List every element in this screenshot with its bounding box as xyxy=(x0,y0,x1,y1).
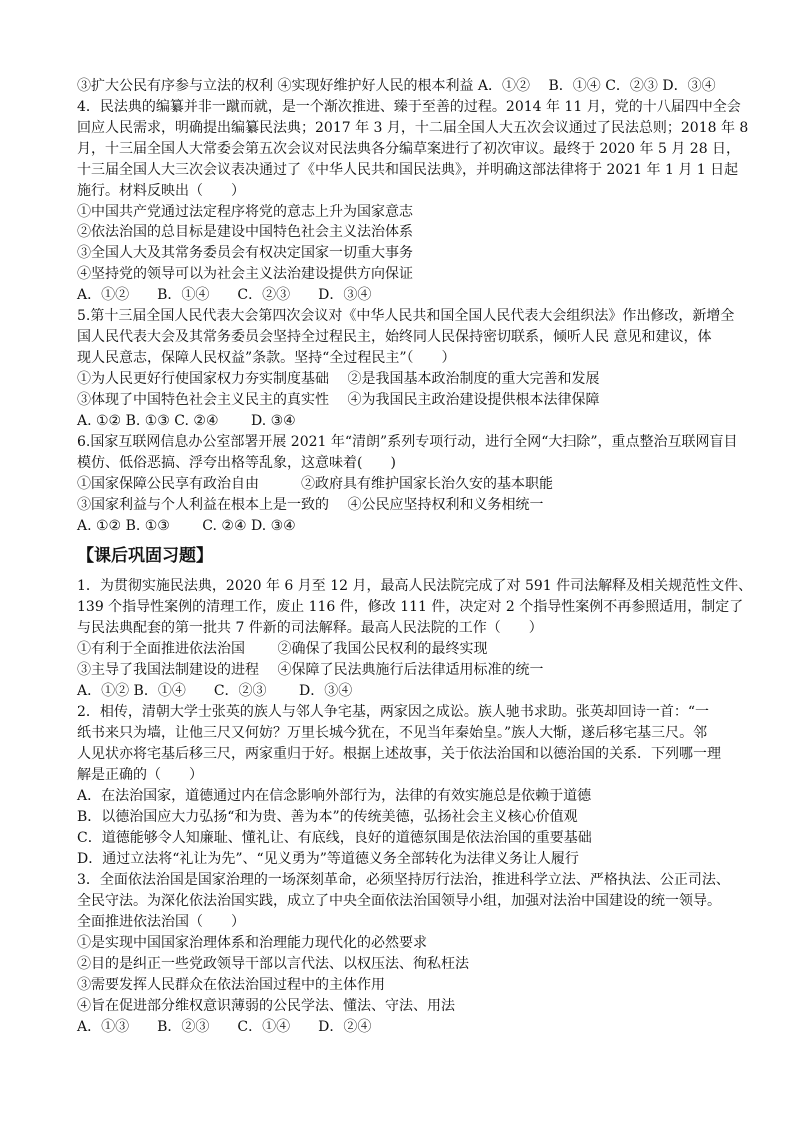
question-4-option-1: ①中国共产党通过法定程序将党的意志上升为国家意志 xyxy=(77,204,413,220)
hw-question-3-option-4: ④旨在促进部分维权意识薄弱的公民学法、懂法、守法、用法 xyxy=(77,998,455,1014)
question-5-stem-line-3: 现人民意志，保障人民权益”条款。坚持“全过程民主”（ ） xyxy=(77,350,456,366)
hw-question-2-option-b: B．以德治国应大力弘扬“和为贵、善为本”的传统美德，弘扬社会主义核心价值观 xyxy=(77,809,578,825)
question-4-stem-line-4: 十三届全国人大三次会议表决通过了《中华人民共和国民法典》，并明确这部法律将于 2021 年 1 月 1 日起 xyxy=(77,162,739,178)
question-5-stem-line-1: 5.第十三届全国人民代表大会第四次会议对《中华人民共和国全国人民代表大会组织法》作出修改，新增全 xyxy=(77,308,735,324)
question-5-options-1-2: ①为人民更好行使国家权力夯实制度基础 ②是我国基本政治制度的重大完善和发展 xyxy=(77,371,600,387)
question-5-options-3-4: ③体现了中国特色社会主义民主的真实性 ④为我国民主政治建设提供根本法律保障 xyxy=(77,392,600,408)
hw-question-3-stem-line-3: 全面推进依法治国（ ） xyxy=(77,914,245,930)
hw-question-3-choices: A．①③ B．②③ C．①④ D．②④ xyxy=(77,1019,372,1035)
hw-question-3-stem-line-1: 3．全面依法治国是国家治理的一场深刻革命，必须坚持厉行法治，推进科学立法、严格执法、公正司法、 xyxy=(77,872,730,888)
hw-question-1-choices: A．①② B．①④ C．②③ D．③④ xyxy=(77,683,353,699)
hw-question-2-option-d: D．通过立法将“礼让为先”、“见义勇为”等道德义务全部转化为法律义务让人履行 xyxy=(77,851,579,867)
question-4-choices: A．①② B．①④ C．②③ D．③④ xyxy=(77,287,372,303)
hw-question-1-stem-line-1: 1．为贯彻实施民法典，2020 年 6 月至 12 月，最高人民法院完成了对 591 件司法解释及相关规范性文件、 xyxy=(77,578,753,594)
question-6-options-1-2: ①国家保障公民享有政治自由 ②政府具有维护国家长治久安的基本职能 xyxy=(77,476,553,492)
question-6-choices: A. ①② B. ①③ C. ②④ D. ③④ xyxy=(77,518,296,534)
hw-question-3-option-1: ①是实现中国国家治理体系和治理能力现代化的必然要求 xyxy=(77,935,427,951)
hw-question-2-stem-line-2: 纸书来只为墙，让他三尺又何妨？万里长城今犹在，不见当年秦始皇。”族人大惭，遂后移宅基三尺。邻 xyxy=(77,725,708,741)
hw-question-3-stem-line-2: 全民守法。为深化依法治国实践，成立了中央全面依法治国领导小组，加强对法治中国建设的统一领导。 xyxy=(77,893,721,909)
hw-question-1-options-3-4: ③主导了我国法制建设的进程 ④保障了民法典施行后法律适用标准的统一 xyxy=(77,662,544,678)
hw-question-3-option-2: ②目的是纠正一些党政领导干部以言代法、以权压法、徇私枉法 xyxy=(77,956,469,972)
hw-question-1-stem-line-3: 与民法典配套的第一批共 7 件新的司法解释。最高人民法院的工作（ ） xyxy=(77,620,543,636)
question-5-choices: A. ①② B. ①③ C. ②④ D. ③④ xyxy=(77,413,296,429)
hw-question-2-stem-line-4: 解是正确的（ ） xyxy=(77,767,203,783)
hw-question-2-option-a: A．在法治国家，道德通过内在信念影响外部行为，法律的有效实施总是依赖于道德 xyxy=(77,788,592,804)
hw-question-2-stem-line-1: 2．相传，清朝大学士张英的族人与邻人争宅基，两家因之成讼。族人驰书求助。张英却回诗一首：“一 xyxy=(77,704,710,720)
question-4-option-3: ③全国人大及其常务委员会有权决定国家一切重大事务 xyxy=(77,245,413,261)
q3-options-continued: ③扩大公民有序参与立法的权利 ④实现好维护好人民的根本利益 A．①② B．①④ C．②③ D．③④ xyxy=(77,78,716,94)
hw-question-3-option-3: ③需要发挥人民群众在依法治国过程中的主体作用 xyxy=(77,977,385,993)
section-heading: 【课后巩固习题】 xyxy=(77,546,213,566)
question-6-stem-line-2: 模仿、低俗恶搞、浮夸出格等乱象，这意味着( ) xyxy=(77,455,396,471)
question-6-options-3-4: ③国家利益与个人利益在根本上是一致的 ④公民应坚持权利和义务相统一 xyxy=(77,497,544,513)
question-4-option-2: ②依法治国的总目标是建设中国特色社会主义法治体系 xyxy=(77,224,413,240)
question-4-stem-line-2: 回应人民需求，明确提出编纂民法典；2017 年 3 月，十二届全国人大五次会议通过了民法总则；2018 年 8 xyxy=(77,120,749,136)
question-4-stem-line-5: 施行。材料反映出（ ） xyxy=(77,183,245,199)
hw-question-1-options-1-2: ①有利于全面推进依法治国 ②确保了我国公民权利的最终实现 xyxy=(77,641,488,657)
hw-question-2-option-c: C．道德能够令人知廉耻、懂礼让、有底线，良好的道德氛围是依法治国的重要基础 xyxy=(77,830,592,846)
question-4-stem-line-1: 4．民法典的编纂并非一蹴而就，是一个渐次推进、臻于至善的过程。2014 年 11 月，党的十八届四中全会 xyxy=(77,99,741,115)
question-4-option-4: ④坚持党的领导可以为社会主义法治建设提供方向保证 xyxy=(77,266,413,282)
question-4-stem-line-3: 月，十三届全国人大常委会第五次会议对民法典各分编草案进行了初次审议。最终于 2020 年 5 月 28 日， xyxy=(77,141,741,157)
question-5-stem-line-2: 国人民代表大会及其常务委员会坚持全过程民主，始终同人民保持密切联系，倾听人民 意见和建议，体 xyxy=(77,329,712,345)
question-6-stem-line-1: 6.国家互联网信息办公室部署开展 2021 年“清朗”系列专项行动，进行全网“大扫除”，重点整治互联网盲目 xyxy=(77,434,738,450)
hw-question-1-stem-line-2: 139 个指导性案例的清理工作，废止 116 件，修改 111 件，决定对 2 个指导性案例不再参照适用，制定了 xyxy=(77,599,744,615)
hw-question-2-stem-line-3: 人见状亦将宅基后移三尺，两家重归于好。根据上述故事，关于依法治国和以德治国的关系．下列哪一理 xyxy=(77,746,721,762)
